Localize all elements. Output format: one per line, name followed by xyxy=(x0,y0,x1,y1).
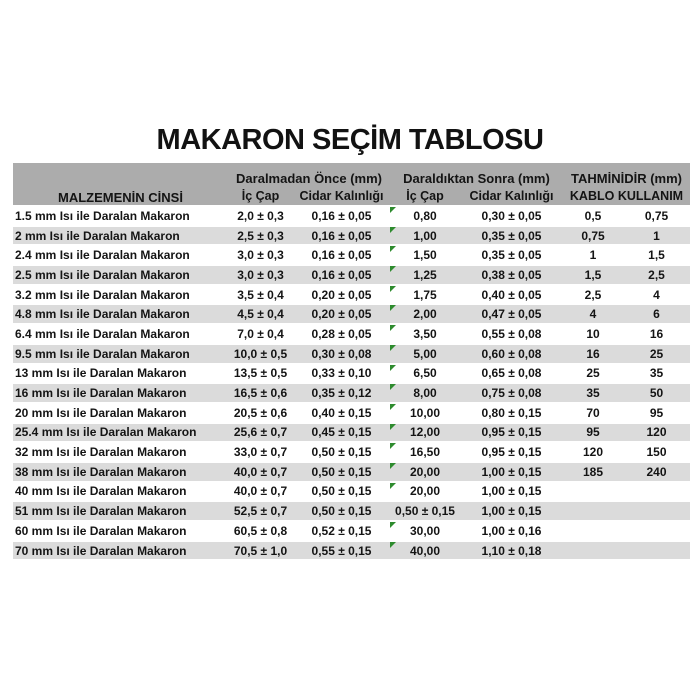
cell-error-indicator-icon xyxy=(390,246,396,252)
before-inner-diameter-cell: 13,5 ± 0,5 xyxy=(228,365,293,385)
cable-usage-max-cell xyxy=(623,502,690,522)
table-row xyxy=(13,365,690,385)
before-wall-thickness-cell: 0,50 ± 0,15 xyxy=(293,443,390,463)
after-inner-diameter-cell: 0,80 xyxy=(390,207,460,227)
after-inner-diameter-cell: 1,00 xyxy=(390,227,460,247)
cell-error-indicator-icon xyxy=(390,542,396,548)
table-row xyxy=(13,286,690,306)
table-row xyxy=(13,463,690,483)
cable-usage-max-cell: 120 xyxy=(623,424,690,444)
material-cell: 25.4 mm Isı ile Daralan Makaron xyxy=(13,424,228,444)
cell-error-indicator-icon xyxy=(390,522,396,528)
after-inner-diameter-cell: 6,50 xyxy=(390,365,460,385)
cable-usage-min-cell: 185 xyxy=(563,463,623,483)
cell-error-indicator-icon xyxy=(390,325,396,331)
material-cell: 38 mm Isı ile Daralan Makaron xyxy=(13,463,228,483)
after-inner-diameter-cell: 2,00 xyxy=(390,305,460,325)
header-cable-usage: KABLO KULLANIM xyxy=(563,186,690,207)
before-wall-thickness-cell: 0,45 ± 0,15 xyxy=(293,424,390,444)
before-inner-diameter-cell: 4,5 ± 0,4 xyxy=(228,305,293,325)
cable-usage-min-cell: 0,5 xyxy=(563,207,623,227)
after-inner-diameter-cell: 10,00 xyxy=(390,404,460,424)
before-wall-thickness-cell: 0,52 ± 0,15 xyxy=(293,522,390,542)
cell-error-indicator-icon xyxy=(390,305,396,311)
cell-error-indicator-icon xyxy=(390,286,396,292)
makaron-selection-table xyxy=(13,163,690,561)
cell-error-indicator-icon xyxy=(390,227,396,233)
cable-usage-min-cell: 35 xyxy=(563,384,623,404)
cable-usage-min-cell: 4 xyxy=(563,305,623,325)
before-inner-diameter-cell: 3,0 ± 0,3 xyxy=(228,266,293,286)
cell-error-indicator-icon xyxy=(390,207,396,213)
cable-usage-min-cell: 16 xyxy=(563,345,623,365)
cable-usage-max-cell: 16 xyxy=(623,325,690,345)
after-wall-thickness-cell: 0,80 ± 0,15 xyxy=(460,404,563,424)
after-wall-thickness-cell: 0,35 ± 0,05 xyxy=(460,227,563,247)
header-after-inner-diameter: İç Çap xyxy=(390,186,460,207)
header-material: MALZEMENİN CİNSİ xyxy=(13,163,228,207)
after-wall-thickness-cell: 1,00 ± 0,16 xyxy=(460,522,563,542)
after-wall-thickness-cell: 1,00 ± 0,15 xyxy=(460,463,563,483)
header-group-row xyxy=(13,163,690,186)
cable-usage-min-cell: 95 xyxy=(563,424,623,444)
table-row xyxy=(13,502,690,522)
cell-error-indicator-icon xyxy=(390,404,396,410)
after-wall-thickness-cell: 0,95 ± 0,15 xyxy=(460,424,563,444)
after-inner-diameter-cell: 30,00 xyxy=(390,522,460,542)
before-inner-diameter-cell: 3,5 ± 0,4 xyxy=(228,286,293,306)
header-group-before-shrink: Daralmadan Önce (mm) xyxy=(228,163,390,186)
cable-usage-max-cell: 6 xyxy=(623,305,690,325)
after-wall-thickness-cell: 0,95 ± 0,15 xyxy=(460,443,563,463)
before-wall-thickness-cell: 0,16 ± 0,05 xyxy=(293,207,390,227)
table-row xyxy=(13,207,690,227)
cable-usage-max-cell: 95 xyxy=(623,404,690,424)
before-inner-diameter-cell: 10,0 ± 0,5 xyxy=(228,345,293,365)
after-wall-thickness-cell: 1,00 ± 0,15 xyxy=(460,502,563,522)
before-wall-thickness-cell: 0,50 ± 0,15 xyxy=(293,463,390,483)
before-inner-diameter-cell: 20,5 ± 0,6 xyxy=(228,404,293,424)
before-inner-diameter-cell: 40,0 ± 0,7 xyxy=(228,463,293,483)
page-title: MAKARON SEÇİM TABLOSU xyxy=(156,124,544,156)
cable-usage-max-cell: 150 xyxy=(623,443,690,463)
before-inner-diameter-cell: 52,5 ± 0,7 xyxy=(228,502,293,522)
material-cell: 6.4 mm Isı ile Daralan Makaron xyxy=(13,325,228,345)
header-after-wall-thickness: Cidar Kalınlığı xyxy=(460,186,563,207)
before-inner-diameter-cell: 16,5 ± 0,6 xyxy=(228,384,293,404)
before-inner-diameter-cell: 2,5 ± 0,3 xyxy=(228,227,293,247)
cell-error-indicator-icon xyxy=(390,365,396,371)
material-cell: 51 mm Isı ile Daralan Makaron xyxy=(13,502,228,522)
material-cell: 40 mm Isı ile Daralan Makaron xyxy=(13,483,228,503)
cable-usage-max-cell: 2,5 xyxy=(623,266,690,286)
cable-usage-min-cell: 70 xyxy=(563,404,623,424)
table-row xyxy=(13,443,690,463)
cable-usage-max-cell: 240 xyxy=(623,463,690,483)
after-wall-thickness-cell: 0,35 ± 0,05 xyxy=(460,246,563,266)
table-row xyxy=(13,384,690,404)
after-wall-thickness-cell: 0,60 ± 0,08 xyxy=(460,345,563,365)
before-inner-diameter-cell: 2,0 ± 0,3 xyxy=(228,207,293,227)
cable-usage-max-cell: 25 xyxy=(623,345,690,365)
table-row xyxy=(13,266,690,286)
header-group-after-shrink: Daraldıktan Sonra (mm) xyxy=(390,163,563,186)
cell-error-indicator-icon xyxy=(390,443,396,449)
before-inner-diameter-cell: 25,6 ± 0,7 xyxy=(228,424,293,444)
cable-usage-max-cell: 1,5 xyxy=(623,246,690,266)
before-wall-thickness-cell: 0,33 ± 0,10 xyxy=(293,365,390,385)
cable-usage-min-cell xyxy=(563,542,623,562)
material-cell: 2 mm Isı ile Daralan Makaron xyxy=(13,227,228,247)
after-inner-diameter-cell: 5,00 xyxy=(390,345,460,365)
after-inner-diameter-cell: 40,00 xyxy=(390,542,460,562)
before-wall-thickness-cell: 0,55 ± 0,15 xyxy=(293,542,390,562)
before-wall-thickness-cell: 0,16 ± 0,05 xyxy=(293,266,390,286)
before-inner-diameter-cell: 70,5 ± 1,0 xyxy=(228,542,293,562)
table-row xyxy=(13,305,690,325)
before-wall-thickness-cell: 0,28 ± 0,05 xyxy=(293,325,390,345)
material-cell: 9.5 mm Isı ile Daralan Makaron xyxy=(13,345,228,365)
material-cell: 4.8 mm Isı ile Daralan Makaron xyxy=(13,305,228,325)
before-wall-thickness-cell: 0,50 ± 0,15 xyxy=(293,502,390,522)
after-wall-thickness-cell: 1,10 ± 0,18 xyxy=(460,542,563,562)
table-row xyxy=(13,522,690,542)
after-inner-diameter-cell: 20,00 xyxy=(390,483,460,503)
material-cell: 1.5 mm Isı ile Daralan Makaron xyxy=(13,207,228,227)
after-wall-thickness-cell: 1,00 ± 0,15 xyxy=(460,483,563,503)
table-row xyxy=(13,246,690,266)
before-inner-diameter-cell: 3,0 ± 0,3 xyxy=(228,246,293,266)
cable-usage-max-cell xyxy=(623,522,690,542)
before-inner-diameter-cell: 60,5 ± 0,8 xyxy=(228,522,293,542)
cable-usage-max-cell: 0,75 xyxy=(623,207,690,227)
before-inner-diameter-cell: 40,0 ± 0,7 xyxy=(228,483,293,503)
before-wall-thickness-cell: 0,20 ± 0,05 xyxy=(293,286,390,306)
after-inner-diameter-cell: 3,50 xyxy=(390,325,460,345)
cable-usage-min-cell xyxy=(563,483,623,503)
header-group-estimate: TAHMİNİDİR (mm) xyxy=(563,163,690,186)
after-inner-diameter-cell: 20,00 xyxy=(390,463,460,483)
table-row xyxy=(13,325,690,345)
table-body xyxy=(13,207,690,561)
before-wall-thickness-cell: 0,50 ± 0,15 xyxy=(293,483,390,503)
table-row xyxy=(13,483,690,503)
after-wall-thickness-cell: 0,75 ± 0,08 xyxy=(460,384,563,404)
after-inner-diameter-cell: 1,50 xyxy=(390,246,460,266)
before-wall-thickness-cell: 0,16 ± 0,05 xyxy=(293,246,390,266)
after-wall-thickness-cell: 0,38 ± 0,05 xyxy=(460,266,563,286)
header-before-inner-diameter: İç Çap xyxy=(228,186,293,207)
cable-usage-min-cell xyxy=(563,502,623,522)
cable-usage-min-cell: 1,5 xyxy=(563,266,623,286)
cable-usage-min-cell: 120 xyxy=(563,443,623,463)
cable-usage-max-cell: 50 xyxy=(623,384,690,404)
cell-error-indicator-icon xyxy=(390,463,396,469)
table-row xyxy=(13,345,690,365)
before-wall-thickness-cell: 0,35 ± 0,12 xyxy=(293,384,390,404)
cable-usage-min-cell: 25 xyxy=(563,365,623,385)
material-cell: 16 mm Isı ile Daralan Makaron xyxy=(13,384,228,404)
before-inner-diameter-cell: 7,0 ± 0,4 xyxy=(228,325,293,345)
before-inner-diameter-cell: 33,0 ± 0,7 xyxy=(228,443,293,463)
material-cell: 3.2 mm Isı ile Daralan Makaron xyxy=(13,286,228,306)
cell-error-indicator-icon xyxy=(390,483,396,489)
table-row xyxy=(13,227,690,247)
cable-usage-min-cell: 2,5 xyxy=(563,286,623,306)
after-wall-thickness-cell: 0,40 ± 0,05 xyxy=(460,286,563,306)
after-wall-thickness-cell: 0,30 ± 0,05 xyxy=(460,207,563,227)
table-header xyxy=(13,163,690,207)
after-inner-diameter-cell: 0,50 ± 0,15 xyxy=(390,502,460,522)
material-cell: 70 mm Isı ile Daralan Makaron xyxy=(13,542,228,562)
cable-usage-max-cell xyxy=(623,542,690,562)
cable-usage-max-cell: 35 xyxy=(623,365,690,385)
after-wall-thickness-cell: 0,65 ± 0,08 xyxy=(460,365,563,385)
after-inner-diameter-cell: 12,00 xyxy=(390,424,460,444)
table-row xyxy=(13,404,690,424)
material-cell: 2.5 mm Isı ile Daralan Makaron xyxy=(13,266,228,286)
material-cell: 32 mm Isı ile Daralan Makaron xyxy=(13,443,228,463)
material-cell: 20 mm Isı ile Daralan Makaron xyxy=(13,404,228,424)
cable-usage-max-cell xyxy=(623,483,690,503)
table-row xyxy=(13,542,690,562)
before-wall-thickness-cell: 0,30 ± 0,08 xyxy=(293,345,390,365)
after-wall-thickness-cell: 0,47 ± 0,05 xyxy=(460,305,563,325)
cable-usage-max-cell: 1 xyxy=(623,227,690,247)
after-wall-thickness-cell: 0,55 ± 0,08 xyxy=(460,325,563,345)
cable-usage-min-cell: 10 xyxy=(563,325,623,345)
material-cell: 13 mm Isı ile Daralan Makaron xyxy=(13,365,228,385)
after-inner-diameter-cell: 1,25 xyxy=(390,266,460,286)
cell-error-indicator-icon xyxy=(390,384,396,390)
after-inner-diameter-cell: 8,00 xyxy=(390,384,460,404)
cell-error-indicator-icon xyxy=(390,345,396,351)
before-wall-thickness-cell: 0,20 ± 0,05 xyxy=(293,305,390,325)
after-inner-diameter-cell: 1,75 xyxy=(390,286,460,306)
cable-usage-min-cell: 0,75 xyxy=(563,227,623,247)
material-cell: 60 mm Isı ile Daralan Makaron xyxy=(13,522,228,542)
before-wall-thickness-cell: 0,16 ± 0,05 xyxy=(293,227,390,247)
cable-usage-max-cell: 4 xyxy=(623,286,690,306)
cell-error-indicator-icon xyxy=(390,424,396,430)
after-inner-diameter-cell: 16,50 xyxy=(390,443,460,463)
cable-usage-min-cell: 1 xyxy=(563,246,623,266)
cell-error-indicator-icon xyxy=(390,266,396,272)
material-cell: 2.4 mm Isı ile Daralan Makaron xyxy=(13,246,228,266)
table-row xyxy=(13,424,690,444)
header-before-wall-thickness: Cidar Kalınlığı xyxy=(293,186,390,207)
cable-usage-min-cell xyxy=(563,522,623,542)
before-wall-thickness-cell: 0,40 ± 0,15 xyxy=(293,404,390,424)
